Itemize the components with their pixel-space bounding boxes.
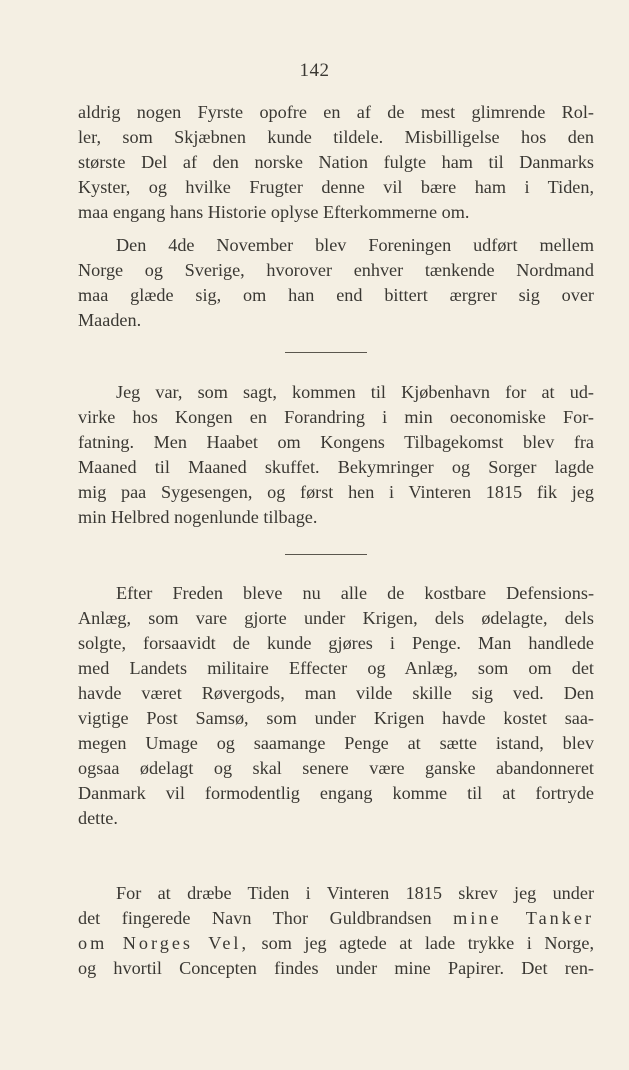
paragraph-1 xyxy=(78,100,594,225)
paragraph-5 xyxy=(78,881,594,981)
text-line xyxy=(78,931,594,956)
spaced-title-text: mine Tanker xyxy=(453,908,595,928)
text-line: ler, som Skjæbnen kunde tildele. Misbilligelse hos den xyxy=(78,127,594,147)
text-line: største Del af den norske Nation fulgte ham til Danmarks xyxy=(78,152,594,172)
text-line: ogsaa ødelagt og skal senere være ganske abandonneret xyxy=(78,758,594,778)
text-line: Efter Freden bleve nu alle de kostbare Defensions- xyxy=(116,583,594,603)
text-line: megen Umage og saamange Penge at sætte istand, blev xyxy=(78,733,594,753)
text-line: og hvortil Concepten findes under mine Papirer. Det ren- xyxy=(78,958,594,978)
text-line: fatning. Men Haabet om Kongens Tilbagekomst blev fra xyxy=(78,432,594,452)
spaced-title-text: om Norges Vel, xyxy=(78,933,249,953)
text-line: virke hos Kongen en Forandring i min oeconomiske For- xyxy=(78,407,594,427)
text-line: Den 4de November blev Foreningen udført mellem xyxy=(116,235,594,255)
text-line xyxy=(78,906,594,931)
text-segment: det fingerede Navn Thor Guldbrandsen xyxy=(78,908,454,928)
text-line: mig paa Sygesengen, og først hen i Vinteren 1815 fik jeg xyxy=(78,482,594,502)
paragraph-4 xyxy=(78,581,594,831)
section-divider xyxy=(285,554,367,555)
text-line: Anlæg, som vare gjorte under Krigen, dels ødelagte, dels xyxy=(78,608,594,628)
text-line: solgte, forsaavidt de kunde gjøres i Penge. Man handlede xyxy=(78,633,594,653)
text-line: min Helbred nogenlunde tilbage. xyxy=(78,507,318,527)
text-line: Maaned til Maaned skuffet. Bekymringer og Sorger lagde xyxy=(78,457,594,477)
page-number: 142 xyxy=(299,60,330,81)
text-line: maa engang hans Historie oplyse Efterkommerne om. xyxy=(78,202,470,222)
text-line: Danmark vil formodentlig engang komme til at fortryde xyxy=(78,783,594,803)
text-line: Maaden. xyxy=(78,310,142,330)
text-line: dette. xyxy=(78,808,118,828)
section-divider xyxy=(285,352,367,353)
paragraph-2 xyxy=(78,233,594,333)
text-line: vigtige Post Samsø, som under Krigen havde kostet saa- xyxy=(78,708,594,728)
text-line: maa glæde sig, om han end bittert ærgrer sig over xyxy=(78,285,594,305)
text-line: havde været Røvergods, man vilde skille sig ved. Den xyxy=(78,683,594,703)
text-line: Norge og Sverige, hvorover enhver tænkende Nordmand xyxy=(78,260,594,280)
paragraph-3 xyxy=(78,380,594,530)
text-line: aldrig nogen Fyrste opofre en af de mest glimrende Rol- xyxy=(78,102,594,122)
text-line: Kyster, og hvilke Frugter denne vil bære ham i Tiden, xyxy=(78,177,594,197)
text-line: med Landets militaire Effecter og Anlæg, som om det xyxy=(78,658,594,678)
text-line: Jeg var, som sagt, kommen til Kjøbenhavn for at ud- xyxy=(116,382,594,402)
text-segment: som jeg agtede at lade trykke i Norge, xyxy=(249,933,594,953)
text-line: For at dræbe Tiden i Vinteren 1815 skrev jeg under xyxy=(116,883,594,903)
